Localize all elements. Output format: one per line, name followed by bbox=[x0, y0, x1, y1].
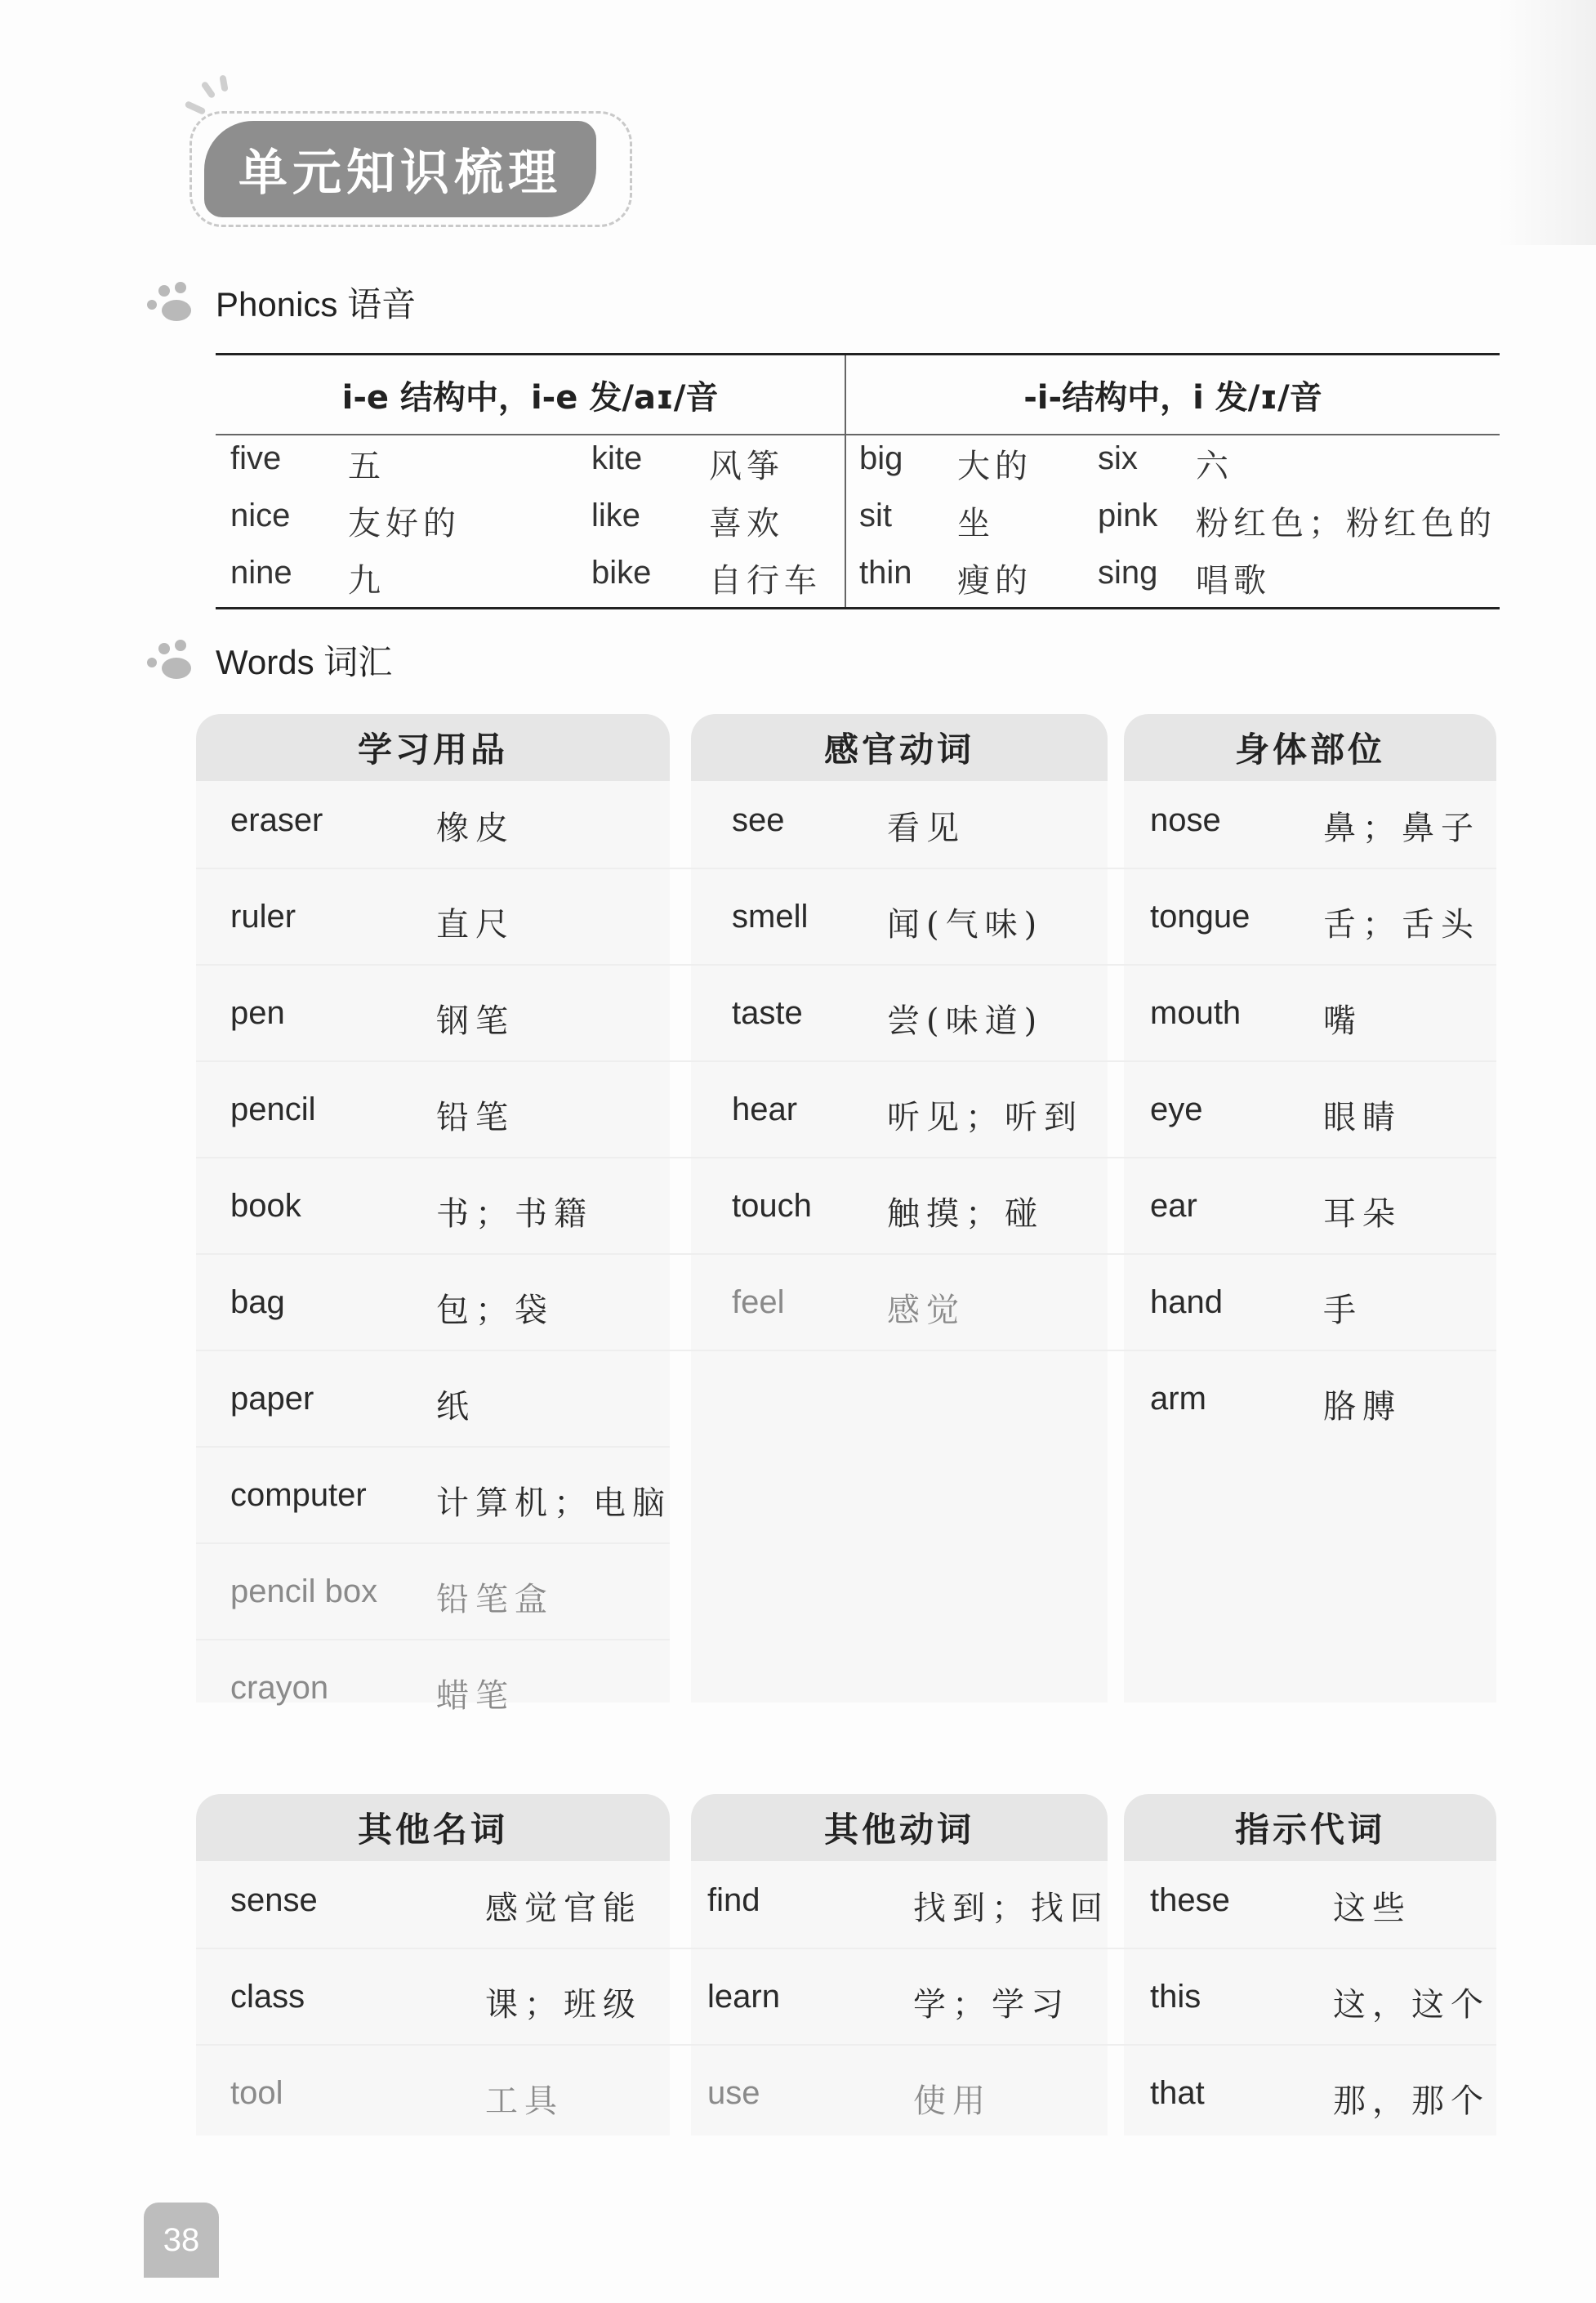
phonics-word: six bbox=[1098, 440, 1138, 476]
vocab-meaning: 听见；听到 bbox=[887, 1099, 1083, 1136]
vocab-meaning: 书；书籍 bbox=[436, 1195, 593, 1233]
vocab-word: tool bbox=[230, 2075, 283, 2111]
vocab-word: these bbox=[1150, 1882, 1230, 1918]
phonics-header-ie: i-e 结构中，i-e 发/aɪ/音 bbox=[341, 378, 719, 417]
vocab-word: book bbox=[230, 1188, 301, 1224]
phonics-word: sit bbox=[859, 498, 892, 533]
vocab-meaning: 纸 bbox=[436, 1388, 475, 1426]
vocab-word: use bbox=[707, 2075, 760, 2111]
page-number: 38 bbox=[144, 2203, 219, 2278]
category-sense-verbs: 感官动词 bbox=[691, 714, 1108, 781]
vocab-word: nose bbox=[1150, 802, 1221, 838]
vocab-word: pencil bbox=[230, 1091, 316, 1127]
vocab-meaning: 钢笔 bbox=[436, 1002, 515, 1040]
vocab-word: learn bbox=[707, 1979, 780, 2015]
row-divider bbox=[196, 1542, 670, 1544]
vocab-word: that bbox=[1150, 2075, 1205, 2111]
table-divider bbox=[216, 434, 1500, 435]
vocab-meaning: 胳膊 bbox=[1323, 1388, 1402, 1426]
phonics-table bbox=[216, 353, 1500, 609]
section-phonics bbox=[147, 278, 416, 327]
phonics-word: thin bbox=[859, 555, 912, 591]
title-banner bbox=[189, 105, 631, 229]
phonics-meaning: 粉红色；粉红色的 bbox=[1196, 505, 1496, 542]
row-divider bbox=[196, 1639, 670, 1640]
vocab-meaning: 直尺 bbox=[436, 906, 515, 944]
phonics-meaning: 大的 bbox=[957, 448, 1032, 485]
vocab-word: tongue bbox=[1150, 899, 1250, 935]
vocab-meaning: 耳朵 bbox=[1323, 1195, 1402, 1233]
phonics-meaning: 九 bbox=[348, 562, 386, 600]
vocab-meaning: 使用 bbox=[913, 2082, 992, 2120]
phonics-word: big bbox=[859, 440, 903, 476]
vocab-word: ear bbox=[1150, 1188, 1197, 1224]
phonics-word: like bbox=[591, 498, 641, 533]
vocab-word: hear bbox=[732, 1091, 798, 1127]
row-divider bbox=[196, 1446, 670, 1448]
vocab-word: bag bbox=[230, 1284, 285, 1320]
vocab-word: eraser bbox=[230, 802, 323, 838]
vocab-meaning: 工具 bbox=[485, 2082, 564, 2120]
vocab-meaning: 鼻；鼻子 bbox=[1323, 810, 1480, 847]
vocab-meaning: 尝(味道) bbox=[887, 1002, 1044, 1040]
phonics-word: bike bbox=[591, 555, 652, 591]
row-divider bbox=[196, 868, 1496, 869]
vocab-meaning: 嘴 bbox=[1323, 1002, 1362, 1040]
page-title: 单元知识梳理 bbox=[204, 121, 596, 217]
spark-decoration bbox=[219, 74, 228, 91]
vocab-meaning: 铅笔 bbox=[436, 1099, 515, 1136]
phonics-meaning: 六 bbox=[1196, 448, 1233, 485]
vocab-word: class bbox=[230, 1979, 305, 2015]
phonics-meaning: 唱歌 bbox=[1196, 562, 1271, 600]
phonics-header-i: -i-结构中，i 发/ɪ/音 bbox=[1023, 378, 1322, 417]
vocab-word: mouth bbox=[1150, 995, 1242, 1031]
row-divider bbox=[196, 2044, 1496, 2046]
row-divider bbox=[196, 964, 1496, 966]
vocab-word: feel bbox=[732, 1284, 785, 1320]
phonics-meaning: 友好的 bbox=[348, 505, 461, 542]
vocab-meaning: 铅笔盒 bbox=[436, 1581, 554, 1618]
phonics-word: pink bbox=[1098, 498, 1158, 533]
phonics-meaning: 坐 bbox=[957, 505, 995, 542]
spark-decoration bbox=[200, 81, 216, 100]
vocab-word: see bbox=[732, 802, 785, 838]
paw-icon bbox=[147, 282, 196, 323]
vocab-meaning: 感觉 bbox=[887, 1292, 965, 1329]
vocab-word: ruler bbox=[230, 899, 296, 935]
category-other-verbs: 其他动词 bbox=[691, 1794, 1108, 1861]
phonics-meaning: 自行车 bbox=[709, 562, 822, 600]
vocab-meaning: 舌；舌头 bbox=[1323, 906, 1480, 944]
vocab-meaning: 学；学习 bbox=[913, 1986, 1070, 2024]
table-divider bbox=[845, 355, 846, 607]
vocab-word: this bbox=[1150, 1979, 1201, 2015]
phonics-word: nine bbox=[230, 555, 292, 591]
vocab-meaning: 蜡笔 bbox=[436, 1677, 515, 1715]
vocab-word: hand bbox=[1150, 1284, 1223, 1320]
row-divider bbox=[196, 1948, 1496, 1949]
phonics-word: nice bbox=[230, 498, 291, 533]
category-demonstrative-pronouns: 指示代词 bbox=[1124, 1794, 1496, 1861]
vocab-meaning: 这些 bbox=[1333, 1890, 1411, 1927]
category-body-parts: 身体部位 bbox=[1124, 714, 1496, 781]
vocab-meaning: 那，那个 bbox=[1333, 2082, 1490, 2120]
vocab-meaning: 包；袋 bbox=[436, 1292, 554, 1329]
vocab-word: pen bbox=[230, 995, 285, 1031]
vocab-meaning: 这，这个 bbox=[1333, 1986, 1490, 2024]
vocab-word: touch bbox=[732, 1188, 812, 1224]
row-divider bbox=[196, 1350, 1496, 1351]
phonics-meaning: 风筝 bbox=[709, 448, 784, 485]
vocab-meaning: 触摸；碰 bbox=[887, 1195, 1044, 1233]
vocab-word: sense bbox=[230, 1882, 318, 1918]
vocab-word: pencil box bbox=[230, 1573, 378, 1609]
row-divider bbox=[196, 1060, 1496, 1062]
vocab-word: taste bbox=[732, 995, 803, 1031]
vocab-word: paper bbox=[230, 1381, 314, 1417]
category-other-nouns: 其他名词 bbox=[196, 1794, 670, 1861]
vocab-meaning: 闻(气味) bbox=[887, 906, 1044, 944]
row-divider bbox=[196, 1253, 1496, 1255]
vocab-word: eye bbox=[1150, 1091, 1203, 1127]
phonics-meaning: 喜欢 bbox=[709, 505, 784, 542]
section-title: Phonics 语音 bbox=[216, 285, 417, 324]
phonics-meaning: 五 bbox=[348, 448, 386, 485]
page-corner-shade bbox=[1498, 0, 1596, 245]
vocab-meaning: 眼睛 bbox=[1323, 1099, 1402, 1136]
vocab-word: computer bbox=[230, 1477, 367, 1513]
vocab-meaning: 课；班级 bbox=[485, 1986, 642, 2024]
phonics-word: five bbox=[230, 440, 282, 476]
vocab-word: smell bbox=[732, 899, 809, 935]
phonics-word: kite bbox=[591, 440, 643, 476]
vocab-word: arm bbox=[1150, 1381, 1206, 1417]
category-school-supplies: 学习用品 bbox=[196, 714, 670, 781]
vocab-meaning: 看见 bbox=[887, 810, 965, 847]
section-words bbox=[147, 636, 392, 685]
section-title: Words 词汇 bbox=[216, 643, 393, 681]
vocab-word: crayon bbox=[230, 1670, 329, 1706]
phonics-word: sing bbox=[1098, 555, 1158, 591]
vocab-meaning: 找到；找回 bbox=[913, 1890, 1109, 1927]
paw-icon bbox=[147, 640, 196, 681]
vocab-meaning: 感觉官能 bbox=[485, 1890, 642, 1927]
vocab-word: find bbox=[707, 1882, 760, 1918]
phonics-meaning: 瘦的 bbox=[957, 562, 1032, 600]
vocab-meaning: 手 bbox=[1323, 1292, 1362, 1329]
row-divider bbox=[196, 1157, 1496, 1158]
vocab-meaning: 计算机；电脑 bbox=[436, 1484, 671, 1522]
vocab-meaning: 橡皮 bbox=[436, 810, 515, 847]
